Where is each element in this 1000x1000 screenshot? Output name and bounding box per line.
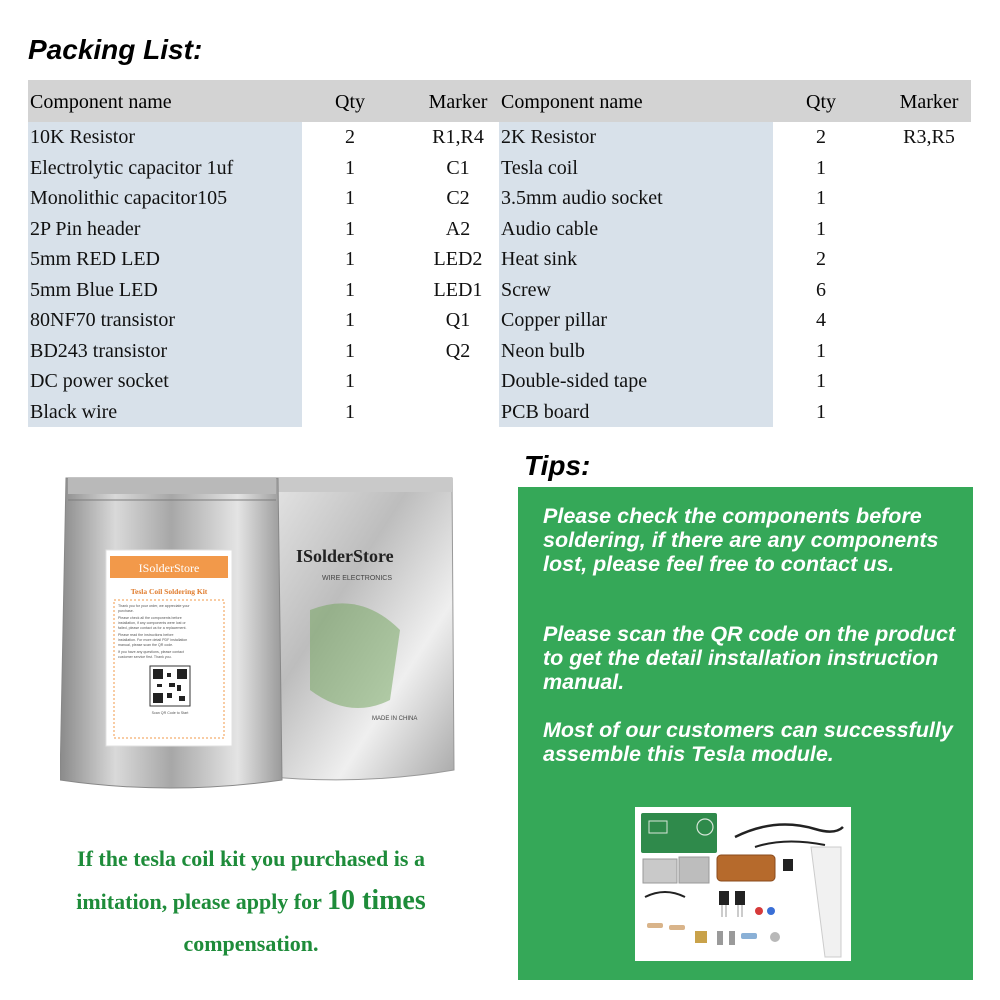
marker-cell: R1,R4 [432, 126, 484, 148]
component-name-cell: 2P Pin header [30, 217, 141, 240]
label-body-line: If you have any questions, please contact [118, 650, 184, 654]
table-row [28, 214, 500, 245]
component-name-cell: Screw [501, 278, 551, 301]
qty-cell: 1 [816, 217, 826, 240]
marker-cell: Q2 [445, 339, 471, 362]
label-body-line: Please read the instructions before [118, 633, 174, 637]
label-body-line: installation, if any components were lost or [118, 621, 186, 625]
component-name-cell: Tesla coil [501, 156, 578, 179]
component-name-cell: 5mm Blue LED [30, 278, 158, 301]
marker-cell: C1 [446, 156, 470, 179]
component-name-cell: 80NF70 transistor [30, 309, 175, 331]
header-component-name: Component name [501, 91, 643, 113]
table-row [499, 305, 971, 336]
packing-table-left [28, 80, 500, 427]
qty-cell: 1 [345, 278, 355, 301]
marker-cell: A2 [445, 217, 471, 240]
component-name-cell: Audio cable [501, 217, 599, 240]
label-title-text: Tesla Coil Soldering Kit [130, 587, 208, 596]
label-brand-text: ISolderStore [138, 561, 200, 575]
qty-cell: 1 [816, 339, 826, 362]
qty-cell: 1 [345, 370, 355, 392]
component-name-cell: 5mm RED LED [30, 248, 160, 270]
qty-cell: 1 [345, 248, 355, 270]
table-header [28, 80, 500, 122]
header-qty: Qty [806, 91, 836, 113]
component-name-cell: Double-sided tape [501, 370, 648, 392]
label-body-line: Please check all the components before [118, 616, 182, 620]
compensation-notice [28, 838, 474, 965]
qty-cell: 4 [816, 309, 826, 331]
qty-cell: 1 [816, 400, 826, 423]
table-row [499, 275, 971, 306]
compensation-line-1: If the tesla coil kit you purchased is a [77, 846, 425, 871]
component-name-cell: Black wire [30, 400, 118, 423]
marker-cell: Q1 [445, 309, 471, 331]
tip-item: Please scan the QR code on the product to get the detail installation instruction manual. [543, 622, 956, 694]
marker-cell: LED2 [433, 248, 483, 270]
table-row [28, 336, 500, 367]
label-body-line: failed, please contact us for a replacement. [118, 626, 187, 630]
packing-list-title: Packing List: [28, 34, 203, 65]
bag2-footer-text: MADE IN CHINA [372, 716, 418, 722]
table-row [499, 122, 971, 153]
qty-cell: 1 [345, 339, 355, 362]
tips-panel [518, 487, 973, 980]
qty-cell: 1 [345, 400, 355, 423]
component-name-cell: 2K Resistor [501, 126, 596, 148]
marker-cell: LED1 [433, 278, 483, 301]
header-qty: Qty [335, 91, 365, 113]
table-row [28, 366, 500, 397]
component-name-cell: Heat sink [501, 248, 578, 270]
table-row [28, 305, 500, 336]
label-body-line: purchase. [118, 609, 134, 613]
marker-cell: C2 [446, 187, 470, 209]
component-name-cell: Monolithic capacitor105 [30, 187, 228, 209]
component-name-cell: 3.5mm audio socket [501, 187, 663, 209]
table-row [499, 153, 971, 184]
component-name-cell: DC power socket [30, 370, 169, 392]
header-marker: Marker [899, 91, 959, 113]
qty-cell: 1 [345, 217, 355, 240]
compensation-line-2 [28, 880, 474, 923]
qty-cell: 6 [816, 278, 826, 301]
compensation-emphasis: 10 times [327, 885, 426, 916]
header-component-name: Component name [30, 91, 172, 113]
tip-item: Most of our customers can successfully assemble this Tesla module. [543, 718, 953, 766]
qty-cell: 1 [345, 187, 355, 209]
component-name-cell: Neon bulb [501, 339, 585, 362]
qty-cell: 1 [816, 156, 826, 179]
table-row [28, 275, 500, 306]
compensation-line-3: compensation. [183, 931, 319, 956]
bag2-subtitle-text: WIRE ELECTRONICS [322, 575, 393, 582]
tip-item: Please check the components before soldering, if there are any components lost, please feel free to contact us. [543, 504, 939, 576]
tips-title: Tips: [524, 450, 591, 481]
table-row [499, 397, 971, 428]
qty-cell: 2 [816, 248, 826, 270]
qty-cell: 2 [345, 126, 355, 148]
table-row [499, 366, 971, 397]
qty-cell: 1 [816, 370, 826, 392]
qr-caption: Scan QR Code to Start [151, 711, 189, 715]
component-name-cell: Copper pillar [501, 309, 608, 331]
qty-cell: 1 [816, 187, 826, 209]
table-row [28, 183, 500, 214]
qty-cell: 2 [816, 126, 826, 148]
bag2-brand-text: ISolderStore [296, 546, 394, 566]
table-header [499, 80, 971, 122]
header-marker: Marker [428, 91, 488, 113]
label-body-line: Thank you for your order, we appreciate your [118, 604, 190, 608]
table-row [499, 336, 971, 367]
kit-components-photo [635, 807, 851, 961]
product-bags-photo [60, 470, 462, 810]
marker-cell: R3,R5 [903, 126, 955, 148]
packing-table-right [499, 80, 971, 427]
label-body-line: installation. For more detail PDF installation [118, 638, 188, 642]
table-row [499, 214, 971, 245]
table-row [28, 122, 500, 153]
compensation-line-2-prefix: imitation, please apply for [76, 889, 327, 914]
component-name-cell: BD243 transistor [30, 339, 168, 362]
table-row [499, 244, 971, 275]
table-row [28, 244, 500, 275]
table-row [499, 183, 971, 214]
qr-code-icon [150, 666, 190, 706]
table-row [28, 397, 500, 428]
label-body-line: manual, please scan the QR code. [118, 643, 174, 647]
component-name-cell: PCB board [501, 400, 590, 423]
component-name-cell: Electrolytic capacitor 1uf [30, 156, 234, 179]
qty-cell: 1 [345, 156, 355, 179]
component-name-cell: 10K Resistor [30, 126, 135, 148]
table-row [28, 153, 500, 184]
qty-cell: 1 [345, 309, 355, 331]
label-body-line: customer service first. Thank you. [118, 655, 172, 659]
